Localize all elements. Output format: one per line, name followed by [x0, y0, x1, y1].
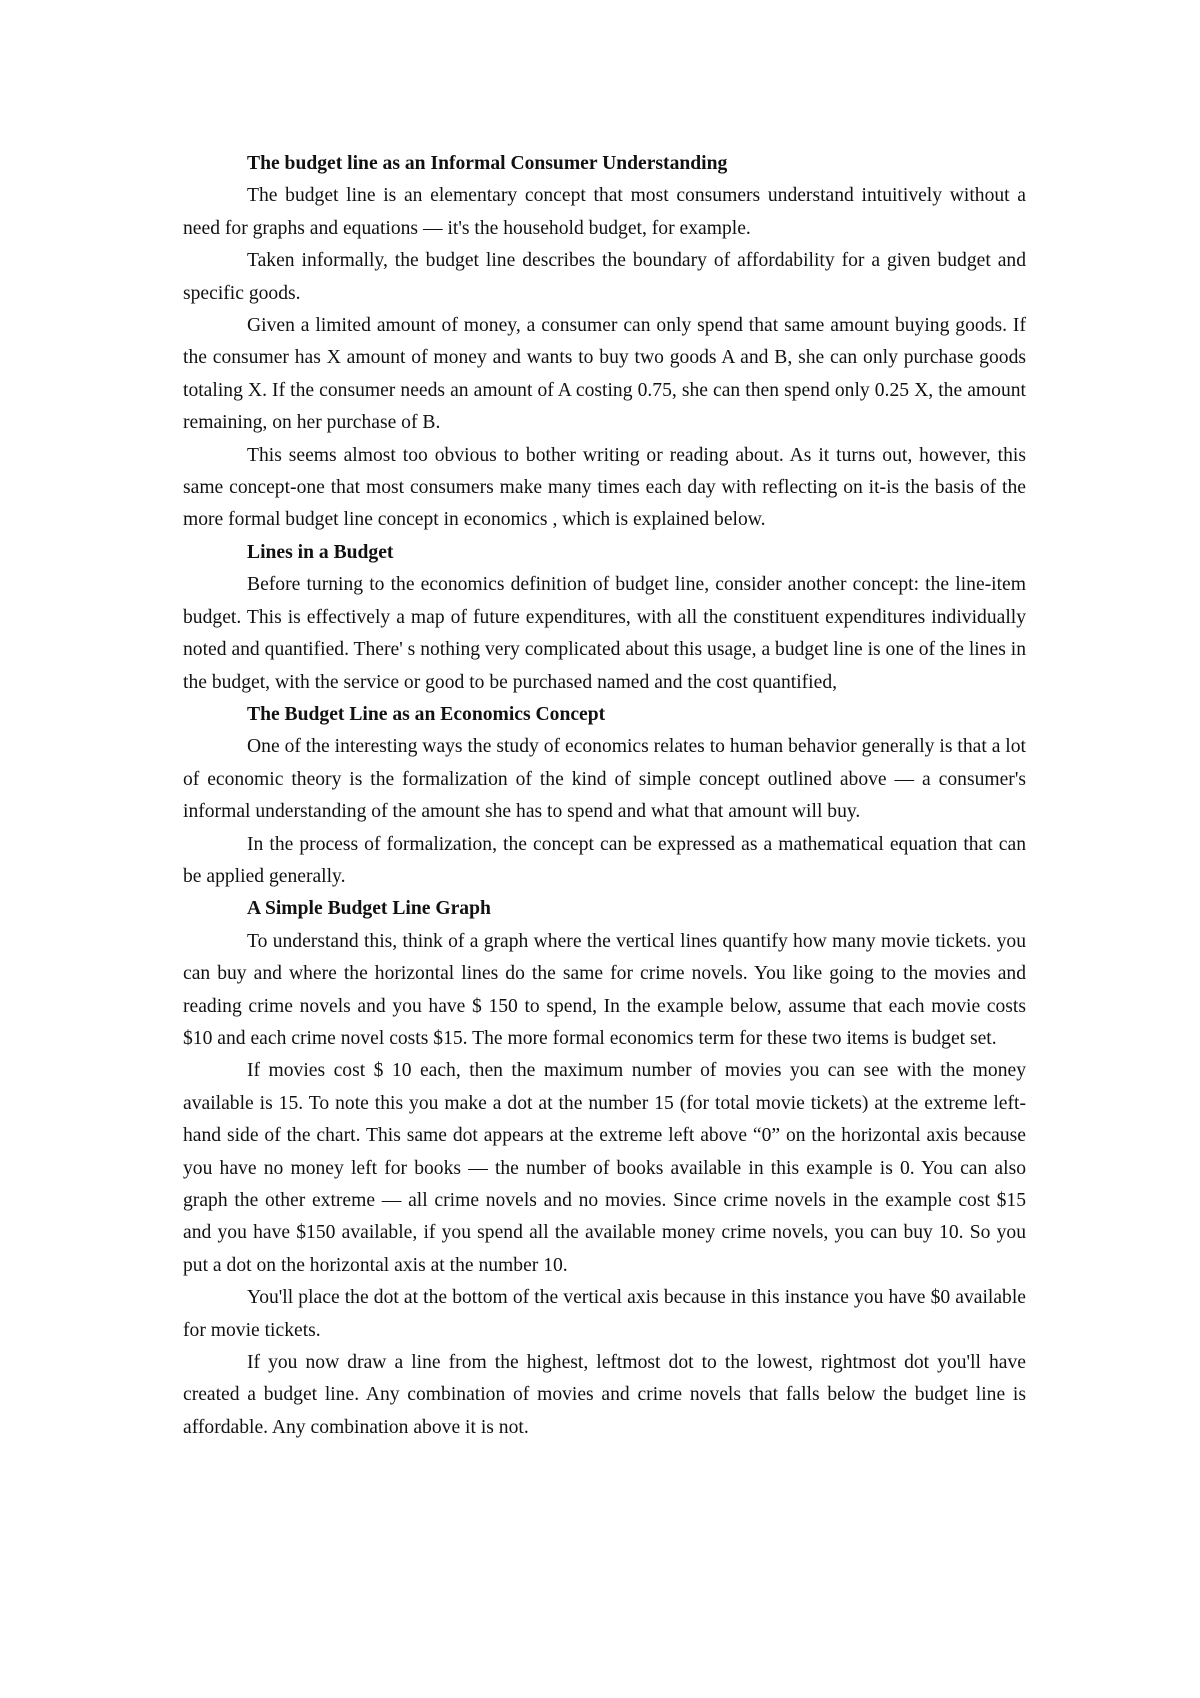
- paragraph: If you now draw a line from the highest, leftmost dot to the lowest, rightmost dot you'll have created a budget line. Any combination of movies and crime novels that falls below the budget line is affordable. Any combination above it is not.: [183, 1352, 1026, 1438]
- document-page: [183, 148, 1026, 1444]
- paragraph: In the process of formalization, the concept can be expressed as a mathematical equation that can be applied generally.: [183, 833, 1026, 887]
- paragraph: To understand this, think of a graph where the vertical lines quantify how many movie tickets. you can buy and where the horizontal lines do the same for crime novels. You like going to the movies and reading crime novels and you have $ 150 to spend, In the example below, assume that each movie costs $10 and each crime novel costs $15. The more formal economics term for these two items is budget set.: [183, 930, 1026, 1049]
- section-heading: A Simple Budget Line Graph: [247, 898, 491, 920]
- paragraph: Given a limited amount of money, a consumer can only spend that same amount buying goods. If the consumer has X amount of money and wants to buy two goods A and B, she can only purchase goods totaling X. If the consumer needs an amount of A costing 0.75, she can then spend only 0.25 X, the amount remaining, on her purchase of B.: [183, 315, 1026, 434]
- paragraph: This seems almost too obvious to bother writing or reading about. As it turns out, however, this same concept-one that most consumers make many times each day with reflecting on it-is the basis of the more formal budget line concept in economics , which is explained below.: [183, 444, 1026, 531]
- paragraph: One of the interesting ways the study of economics relates to human behavior generally is that a lot of economic theory is the formalization of the kind of simple concept outlined above — a consumer's informal understanding of the amount she has to spend and what that amount will buy.: [183, 736, 1026, 823]
- paragraph: If movies cost $ 10 each, then the maximum number of movies you can see with the money available is 15. To note this you make a dot at the number 15 (for total movie tickets) at the extreme left-hand side of the chart. This same dot appears at the extreme left above “0” on the horizontal axis because you have no money left for books — the number of books available in this example is 0. You can also graph the other extreme — all crime novels and no movies. Since crime novels in the example cost $15 and you have $150 available, if you spend all the available money crime novels, you can buy 10. So you put a dot on the horizontal axis at the number 10.: [183, 1060, 1026, 1276]
- paragraph: Taken informally, the budget line describes the boundary of affordability for a given budget and specific goods.: [183, 250, 1026, 304]
- paragraph: Before turning to the economics definition of budget line, consider another concept: the line-item budget. This is effectively a map of future expenditures, with all the constituent expenditures individually noted and quantified. There' s nothing very complicated about this usage, a budget line is one of the lines in the budget, with the service or good to be purchased named and the cost quantified,: [183, 574, 1026, 693]
- section-heading: The budget line as an Informal Consumer Understanding: [247, 153, 728, 174]
- section-heading: The Budget Line as an Economics Concept: [247, 703, 606, 725]
- section-heading: Lines in a Budget: [247, 541, 394, 563]
- paragraph: The budget line is an elementary concept that most consumers understand intuitively without a need for graphs and equations — it's the household budget, for example.: [183, 185, 1026, 239]
- paragraph: You'll place the dot at the bottom of the vertical axis because in this instance you have $0 available for movie tickets.: [183, 1287, 1026, 1341]
